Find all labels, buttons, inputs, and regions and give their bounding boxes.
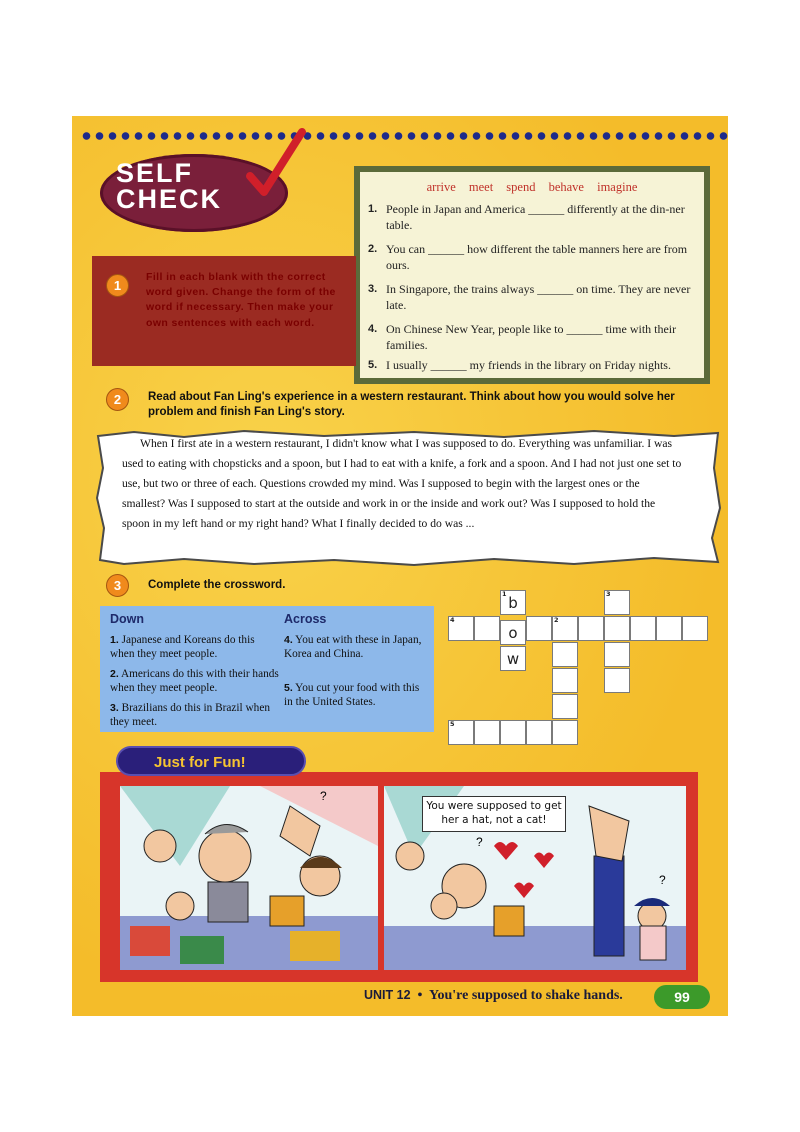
- unit-label: UNIT 12: [364, 988, 411, 1002]
- crossword-cell[interactable]: [500, 720, 526, 745]
- question-4: 4. On Chinese New Year, people like to ______ time with their families.: [368, 322, 677, 352]
- crossword-cell[interactable]: 5: [448, 720, 474, 745]
- crossword-cell[interactable]: 2: [552, 616, 578, 641]
- down-clue-2: 2. Americans do this with their hands when they meet people.: [110, 668, 279, 694]
- exercise-1-instruction-box: [92, 256, 356, 366]
- question-5: 5. I usually ______ my friends in the library on Friday nights.: [368, 358, 671, 372]
- crossword-cell[interactable]: [682, 616, 708, 641]
- crossword-cell[interactable]: o: [500, 620, 526, 645]
- checkmark-icon: [242, 126, 312, 206]
- logo-line-1: SELF: [116, 158, 194, 188]
- across-heading: Across: [284, 612, 327, 626]
- comic-panel-1: [120, 786, 378, 970]
- svg-text:?: ?: [476, 835, 483, 849]
- dotted-border: [80, 130, 728, 142]
- crossword-cell[interactable]: [474, 720, 500, 745]
- crossword-cell[interactable]: [526, 720, 552, 745]
- crossword-cell[interactable]: [552, 720, 578, 745]
- page-footer: [364, 988, 623, 1004]
- just-for-fun-banner: Just for Fun!: [116, 746, 306, 776]
- crossword-cell[interactable]: [552, 668, 578, 693]
- crossword-cell[interactable]: [578, 616, 604, 641]
- question-3: 3. In Singapore, the trains always ______ on time. They are never late.: [368, 282, 691, 312]
- word-bank: arrive meet spend behave imagine: [426, 180, 638, 194]
- story-text: When I first ate in a western restaurant, I didn't know what I was supposed to do. Everything was unfamiliar. I was used to eating with chopsticks and a spoon, but I had to eat with a knife, a fork and a spoon. And I had not just one set to use, but two or three of each. Questions crowded my mind. Was I supposed to begin with the largest ones or the smallest? Was I supposed to start at the outside and work in or the inside and work out? Was I supposed to hold the spoon in my left hand or my right hand? What I finally decided to do was ...: [122, 437, 682, 530]
- exercise-1-instruction: Fill in each blank with the correct word given. Change the form of the word if necessary. Then make your own sentences with each word.: [146, 271, 336, 329]
- page-number: 99: [654, 985, 710, 1009]
- down-clue-3: 3. Brazilians do this in Brazil when they meet.: [110, 702, 270, 728]
- crossword-cell[interactable]: [656, 616, 682, 641]
- exercise-3-number: 3: [106, 574, 129, 597]
- question-2: 2. You can ______ how different the table manners here are from ours.: [368, 242, 688, 272]
- comic-frame: [100, 772, 698, 982]
- down-heading: Down: [110, 612, 145, 626]
- crossword-cell[interactable]: [552, 694, 578, 719]
- crossword-cell[interactable]: [604, 668, 630, 693]
- exercise-1-box: [354, 166, 710, 384]
- crossword-clues: [100, 606, 434, 732]
- crossword-cell[interactable]: [630, 616, 656, 641]
- crossword-cell[interactable]: w: [500, 646, 526, 671]
- down-clue-1: 1. Japanese and Koreans do this when they meet people.: [110, 634, 255, 660]
- crossword-cell[interactable]: [604, 642, 630, 667]
- crossword-cell[interactable]: [604, 616, 630, 641]
- crossword-cell[interactable]: [552, 642, 578, 667]
- svg-text:?: ?: [659, 873, 666, 887]
- unit-title: You're supposed to shake hands.: [428, 988, 623, 1003]
- across-clue-4: 4. You eat with these in Japan, Korea and China.: [284, 634, 422, 660]
- exercise-2-number: 2: [106, 388, 129, 411]
- comic-illustration-1: [120, 786, 378, 970]
- exercise-1-number: 1: [106, 274, 129, 297]
- question-1: 1. People in Japan and America ______ differently at the din-ner table.: [368, 202, 685, 232]
- crossword-cell[interactable]: 1 b: [500, 590, 526, 615]
- textbook-page: [72, 116, 728, 1016]
- self-check-title: [116, 160, 222, 212]
- across-clue-5: 5. You cut your food with this in the United States.: [284, 682, 420, 708]
- footer-bullet: •: [417, 988, 423, 1003]
- speech-bubble: You were supposed to get her a hat, not a cat!: [422, 796, 566, 832]
- logo-line-2: CHECK: [116, 184, 223, 214]
- crossword-cell[interactable]: [474, 616, 500, 641]
- crossword-cell[interactable]: [526, 616, 552, 641]
- question-mark: ?: [320, 789, 327, 803]
- crossword-cell[interactable]: 4: [448, 616, 474, 641]
- exercise-2-instruction: Read about Fan Ling's experience in a western restaurant. Think about how you would solve her problem and finish Fan Ling's story.: [148, 391, 675, 418]
- exercise-3-instruction: Complete the crossword.: [148, 579, 286, 591]
- crossword-cell[interactable]: 3: [604, 590, 630, 615]
